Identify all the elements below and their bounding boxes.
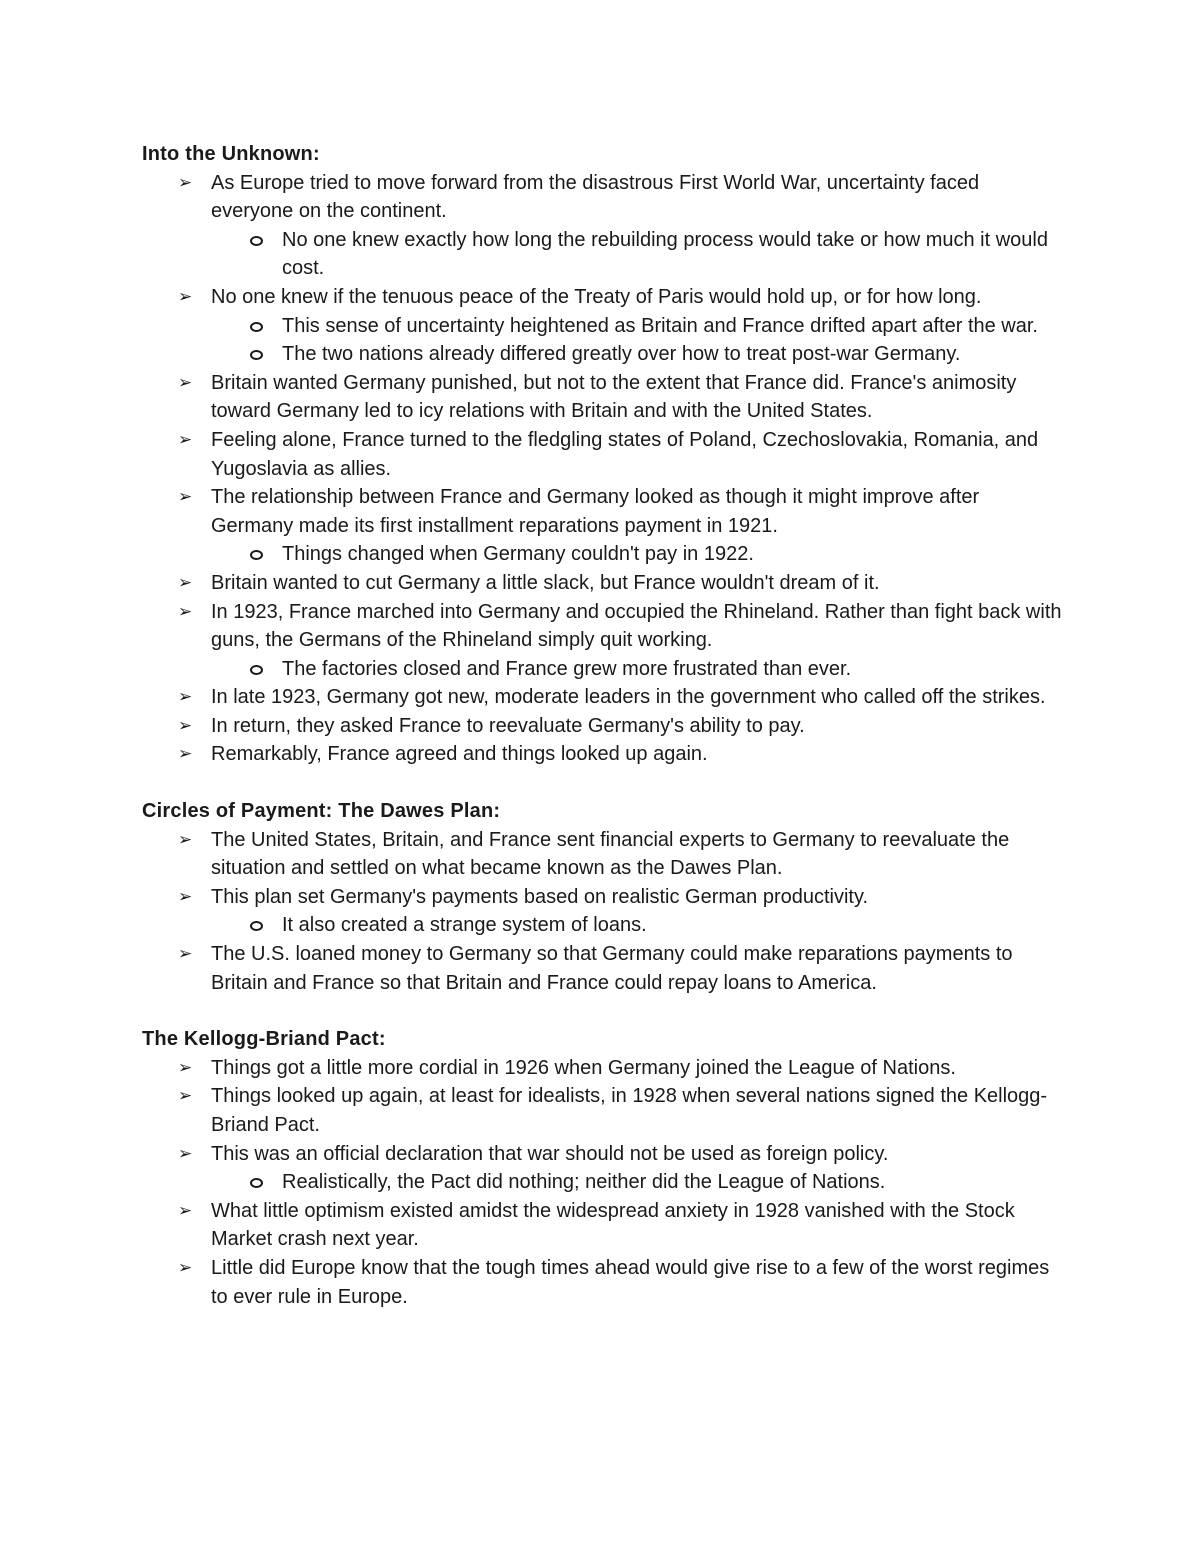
list-item-text: As Europe tried to move forward from the disastrous First World War, uncertainty faced everyone on the continent. (211, 171, 980, 223)
sub-bullet-list (211, 312, 1062, 369)
list-item-text: This was an official declaration that war should not be used as foreign policy. (211, 1142, 889, 1165)
list-item (142, 1082, 1062, 1139)
circle-bullet-icon (250, 921, 263, 931)
sub-list-item-text: The factories closed and France grew more frustrated than ever. (282, 657, 852, 680)
list-item (142, 1197, 1062, 1254)
list-item (142, 712, 1062, 741)
sub-bullet-list (211, 655, 1062, 684)
sub-list-item-text: No one knew exactly how long the rebuilding process would take or how much it would cost. (282, 228, 1048, 280)
section (142, 140, 1062, 769)
arrow-bullet-icon: ➢ (178, 372, 193, 393)
arrow-bullet-icon: ➢ (178, 744, 193, 765)
arrow-bullet-icon: ➢ (178, 944, 193, 965)
circle-bullet-icon (250, 350, 263, 360)
list-item (142, 826, 1062, 883)
arrow-bullet-icon: ➢ (178, 1257, 193, 1278)
arrow-bullet-icon: ➢ (178, 429, 193, 450)
bullet-list (142, 826, 1062, 998)
section (142, 797, 1062, 997)
arrow-bullet-icon: ➢ (178, 1143, 193, 1164)
list-item-text: Britain wanted to cut Germany a little slack, but France wouldn't dream of it. (211, 571, 880, 594)
list-item (142, 169, 1062, 283)
arrow-bullet-icon: ➢ (178, 172, 193, 193)
sub-list-item (211, 226, 1062, 283)
list-item (142, 683, 1062, 712)
arrow-bullet-icon: ➢ (178, 829, 193, 850)
list-item-text: The relationship between France and Germany looked as though it might improve after Germany made its first installment reparations payment in 1921. (211, 486, 980, 537)
sub-list-item (211, 540, 1062, 569)
circle-bullet-icon (250, 665, 263, 675)
sub-list-item (211, 655, 1062, 684)
sub-bullet-list (211, 911, 1062, 940)
section-heading: The Kellogg-Briand Pact: (142, 1028, 386, 1051)
list-item (142, 1140, 1062, 1197)
list-item-text: In 1923, France marched into Germany and occupied the Rhineland. Rather than fight back with guns, the Germans of the Rhineland simply quit working. (211, 600, 1062, 652)
sub-list-item-text: Realistically, the Pact did nothing; neither did the League of Nations. (282, 1171, 886, 1194)
circle-bullet-icon (250, 322, 263, 332)
bullet-list (142, 169, 1062, 769)
sub-list-item (211, 340, 1062, 369)
arrow-bullet-icon: ➢ (178, 687, 193, 708)
list-item-text: What little optimism existed amidst the widespread anxiety in 1928 vanished with the Stock Market crash next year. (211, 1199, 1015, 1251)
list-item (142, 1254, 1062, 1311)
sub-bullet-list (211, 1168, 1062, 1197)
sub-bullet-list (211, 226, 1062, 283)
list-item-text: Things looked up again, at least for idealists, in 1928 when several nations signed the Kellogg-Briand Pact. (211, 1085, 1048, 1136)
sub-list-item (211, 1168, 1062, 1197)
sub-list-item (211, 911, 1062, 940)
list-item (142, 426, 1062, 483)
list-item-text: This plan set Germany's payments based on realistic German productivity. (211, 885, 869, 908)
list-item-text: The United States, Britain, and France sent financial experts to Germany to reevaluate the situation and settled on what became known as the Dawes Plan. (211, 828, 1010, 880)
list-item-text: In late 1923, Germany got new, moderate leaders in the government who called off the strikes. (211, 686, 1046, 709)
arrow-bullet-icon: ➢ (178, 487, 193, 508)
list-item-text: No one knew if the tenuous peace of the Treaty of Paris would hold up, or for how long. (211, 285, 982, 308)
arrow-bullet-icon: ➢ (178, 601, 193, 622)
circle-bullet-icon (250, 1178, 263, 1188)
arrow-bullet-icon: ➢ (178, 572, 193, 593)
list-item (142, 1054, 1062, 1083)
list-item-text: In return, they asked France to reevaluate Germany's ability to pay. (211, 714, 805, 737)
circle-bullet-icon (250, 236, 263, 246)
bullet-list (142, 1054, 1062, 1311)
section-heading: Circles of Payment: The Dawes Plan: (142, 800, 501, 823)
list-item-text: Little did Europe know that the tough times ahead would give rise to a few of the worst regimes to ever rule in Europe. (211, 1256, 1050, 1308)
circle-bullet-icon (250, 550, 263, 560)
section (142, 1025, 1062, 1311)
sub-list-item-text: The two nations already differed greatly over how to treat post-war Germany. (282, 343, 961, 366)
sub-list-item-text: It also created a strange system of loans. (282, 914, 647, 937)
document-page (142, 140, 1062, 1311)
section-heading: Into the Unknown: (142, 143, 320, 165)
sub-list-item (211, 312, 1062, 341)
arrow-bullet-icon: ➢ (178, 1057, 193, 1078)
list-item-text: Things got a little more cordial in 1926 when Germany joined the League of Nations. (211, 1056, 956, 1079)
arrow-bullet-icon: ➢ (178, 1200, 193, 1221)
arrow-bullet-icon: ➢ (178, 886, 193, 907)
list-item (142, 740, 1062, 769)
list-item (142, 369, 1062, 426)
list-item (142, 940, 1062, 997)
list-item-text: Feeling alone, France turned to the fledgling states of Poland, Czechoslovakia, Romania, and Yugoslavia as allies. (211, 428, 1039, 480)
sub-list-item-text: Things changed when Germany couldn't pay in 1922. (282, 543, 754, 566)
arrow-bullet-icon: ➢ (178, 715, 193, 736)
sub-bullet-list (211, 540, 1062, 569)
sub-list-item-text: This sense of uncertainty heightened as Britain and France drifted apart after the war. (282, 314, 1038, 337)
list-item (142, 598, 1062, 684)
list-item (142, 283, 1062, 369)
arrow-bullet-icon: ➢ (178, 1086, 193, 1107)
list-item (142, 883, 1062, 940)
arrow-bullet-icon: ➢ (178, 286, 193, 307)
list-item-text: The U.S. loaned money to Germany so that Germany could make reparations payments to Britain and France so that Britain and France could repay loans to America. (211, 943, 1013, 994)
list-item (142, 483, 1062, 569)
list-item (142, 569, 1062, 598)
list-item-text: Remarkably, France agreed and things looked up again. (211, 743, 708, 766)
list-item-text: Britain wanted Germany punished, but not to the extent that France did. France's animosity toward Germany led to icy relations with Britain and with the United States. (211, 371, 1017, 423)
